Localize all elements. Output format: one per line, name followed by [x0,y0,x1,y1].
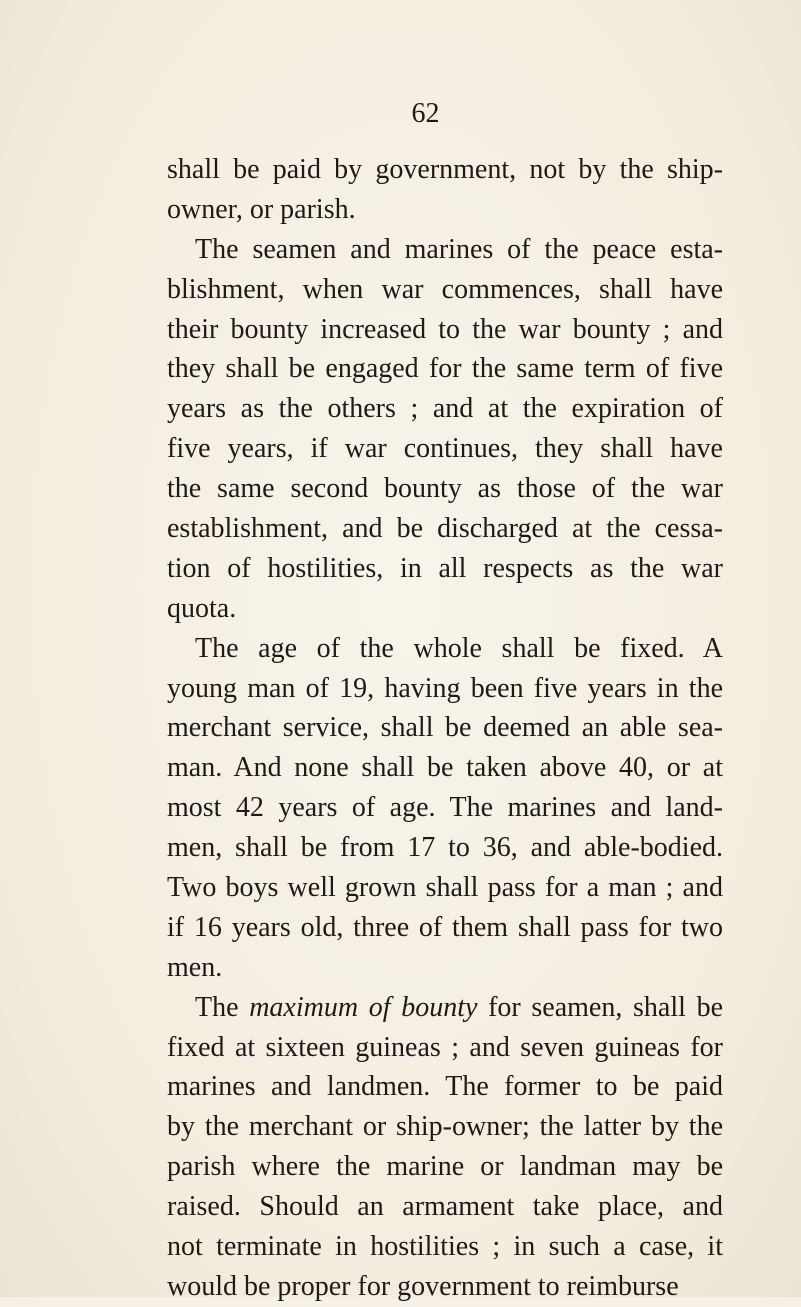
text-segment: The [195,991,250,1023]
text-segment: if 16 years old, three of them shall pass for two [167,911,723,943]
text-line [167,429,723,469]
text-segment: tion of hostilities, in all respects as the war [167,552,723,584]
text-segment: five years, if war continues, they shall have [167,433,723,465]
text-line [167,549,723,589]
text-segment: man. And none shall be taken above 40, or at [167,752,723,784]
paragraph [167,230,723,629]
text-segment: parish where the marine or landman may be [167,1151,723,1183]
text-segment: shall be paid by government, not by the ship- [167,154,723,185]
text-segment: the same second bounty as those of the war [167,473,723,505]
text-segment: most 42 years of age. The marines and land- [167,792,723,824]
text-segment: owner, or parish. [167,193,356,225]
text-line [167,270,723,310]
text-line [167,389,723,429]
text-segment: The age of the whole shall be fixed. A [195,632,723,664]
text-line [167,948,723,988]
text-line [167,669,723,709]
text-line [167,1147,723,1187]
text-segment: marines and landmen. The former to be paid [167,1071,723,1103]
text-line [167,469,723,509]
text-segment: raised. Should an armament take place, and [167,1191,723,1223]
text-segment: quota. [167,592,237,624]
text-segment: The seamen and marines of the peace esta- [195,233,723,265]
text-line [167,509,723,549]
text-segment: establishment, and be discharged at the cessa- [167,513,723,545]
paragraph [167,988,723,1307]
text-line [167,1267,723,1307]
text-segment: would be proper for government to reimburse [167,1270,679,1302]
text-line [167,589,723,629]
italic-text: maximum of bounty [249,991,478,1023]
text-line [167,708,723,748]
text-line [167,349,723,389]
text-line [167,1187,723,1227]
text-line [167,828,723,868]
text-segment: young man of 19, having been five years in the [167,672,723,704]
text-line [167,1067,723,1107]
text-line [167,190,723,230]
text-segment: men, shall be from 17 to 36, and able-bodied. [167,832,723,864]
text-line [167,629,723,669]
page-number: 62 [411,98,440,129]
paragraph [167,629,723,988]
text-line [167,150,723,190]
text-segment: they shall be engaged for the same term of five [167,353,723,385]
text-segment: for seamen, shall be [477,991,724,1023]
text-line [167,788,723,828]
text-segment: men. [167,951,223,983]
text-segment: not terminate in hostilities ; in such a case, it [167,1231,723,1263]
text-line [167,230,723,270]
text-segment: fixed at sixteen guineas ; and seven guineas for [167,1031,723,1063]
text-line [167,1107,723,1147]
text-line [167,1227,723,1267]
text-segment: years as the others ; and at the expiration of [167,393,723,425]
text-line [167,988,723,1028]
text-line [167,1028,723,1068]
text-line [167,748,723,788]
text-segment: blishment, when war commences, shall have [167,273,723,305]
text-segment: merchant service, shall be deemed an able sea- [167,712,723,744]
text-line [167,908,723,948]
text-segment: their bounty increased to the war bounty ; and [167,313,723,345]
text-segment: Two boys well grown shall pass for a man ; and [167,872,723,904]
text-line [167,310,723,350]
text-segment: by the merchant or ship-owner; the latter by the [167,1111,723,1143]
text-line [167,868,723,908]
paragraph [167,150,723,230]
body-text [167,150,723,1307]
